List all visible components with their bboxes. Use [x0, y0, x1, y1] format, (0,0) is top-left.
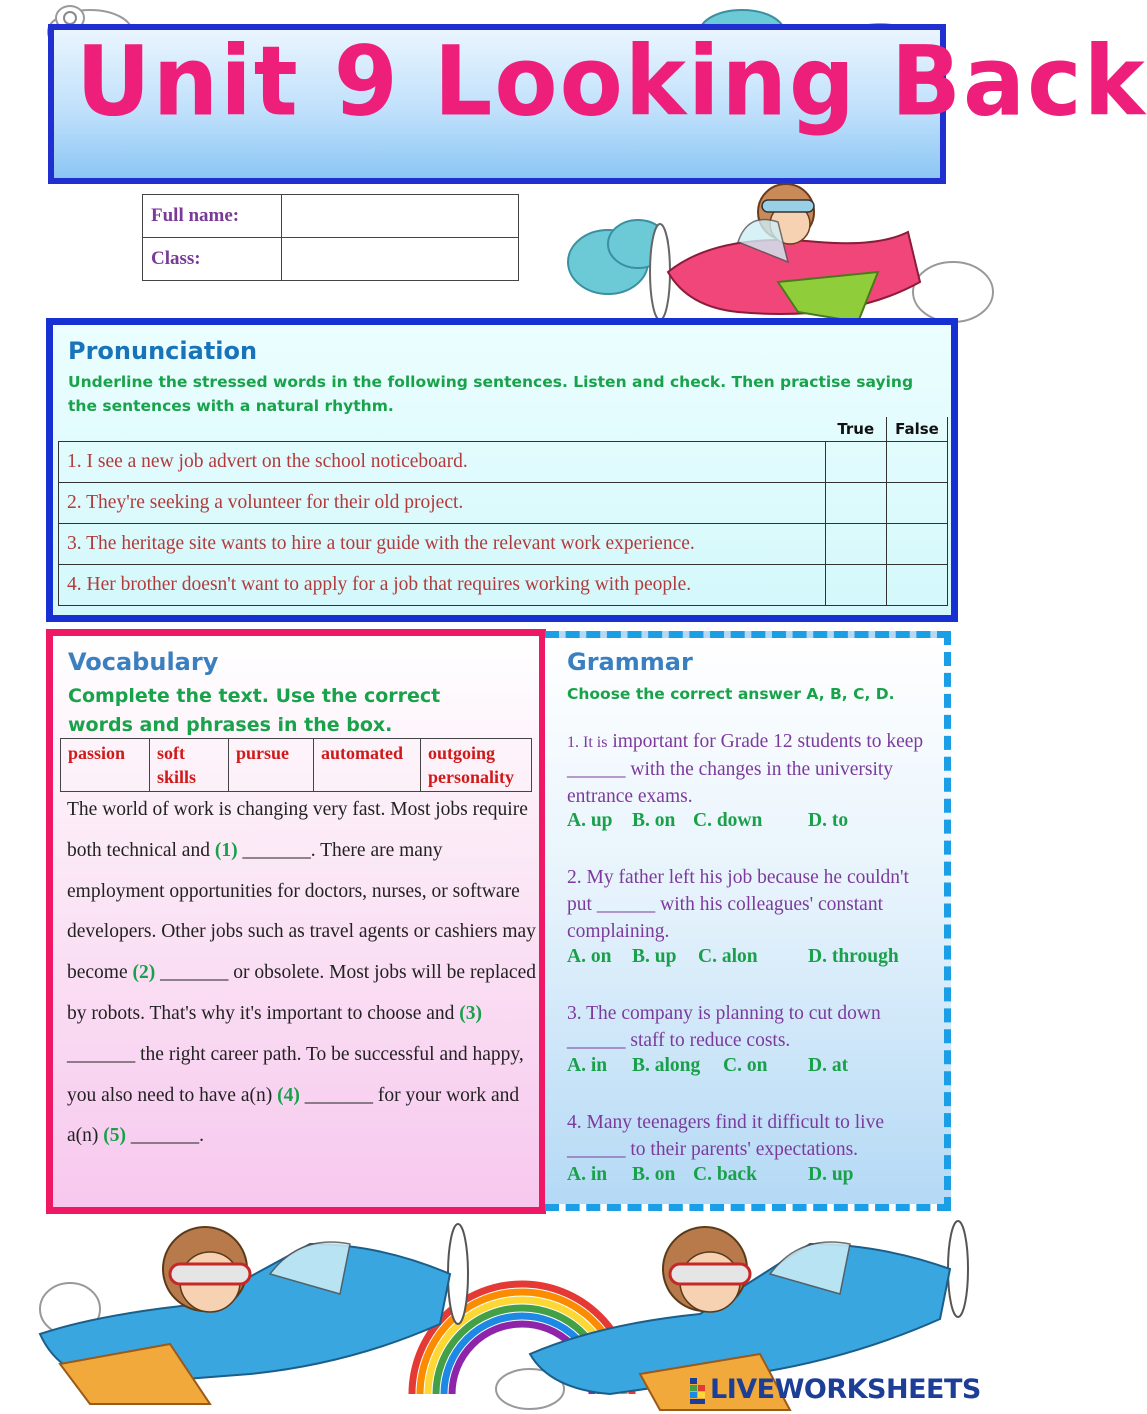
- word-box-row: [61, 739, 532, 792]
- passage-text: _______. There are many employment opportunities for doctors, nurses, or software developers. Other jobs such as travel agents or cashiers may become: [67, 839, 536, 984]
- blank-2-number: (2): [132, 962, 156, 984]
- col-true-header: True: [826, 417, 887, 442]
- false-cell-2[interactable]: [887, 483, 948, 524]
- word-item: passion: [61, 739, 150, 792]
- pronunciation-table: [58, 417, 948, 606]
- word-item: pursue: [229, 739, 314, 792]
- option-b[interactable]: B. up: [632, 946, 677, 967]
- vocabulary-instruction: Complete the text. Use the correct words and phrases in the box.: [68, 685, 441, 736]
- passage-text: The world of work is changing very fast. Most jobs require both technical and: [67, 799, 528, 861]
- sentence-2: 2. They're seeking a volunteer for their old project.: [59, 483, 826, 524]
- grammar-question-3: 3. The company is planning to cut down ______ staff to reduce costs.: [567, 1003, 881, 1051]
- false-cell-3[interactable]: [887, 524, 948, 565]
- word-item: outgoing personality: [421, 739, 532, 792]
- pronunciation-row: [59, 442, 948, 483]
- false-cell-4[interactable]: [887, 565, 948, 606]
- true-cell-1[interactable]: [826, 442, 887, 483]
- pronunciation-table-header: [59, 417, 948, 442]
- liveworksheets-logo: [690, 1374, 981, 1405]
- option-a[interactable]: A. in: [567, 1164, 608, 1185]
- full-name-field[interactable]: [282, 195, 519, 238]
- class-label: Class:: [143, 238, 282, 281]
- option-c[interactable]: C. back: [693, 1164, 757, 1185]
- option-d[interactable]: D. through: [808, 946, 899, 967]
- option-b[interactable]: B. on: [632, 810, 676, 831]
- title-banner: [48, 24, 1147, 184]
- grammar-question-2: 2. My father left his job because he couldn't put ______ with his colleagues' constant complaining.: [567, 867, 909, 942]
- true-cell-2[interactable]: [826, 483, 887, 524]
- liveworksheets-logo-icon: [690, 1378, 706, 1404]
- option-c[interactable]: C. on: [723, 1055, 768, 1076]
- grammar-instruction: Choose the correct answer A, B, C, D.: [567, 685, 895, 703]
- col-false-header: False: [887, 417, 948, 442]
- option-d[interactable]: D. to: [808, 810, 849, 831]
- pronunciation-row: [59, 524, 948, 565]
- grammar-question-1: [567, 728, 937, 810]
- option-d[interactable]: D. up: [808, 1164, 854, 1185]
- pronunciation-row: [59, 565, 948, 606]
- liveworksheets-logo-text: LIVEWORKSHEETS: [710, 1374, 981, 1405]
- vocabulary-heading: Vocabulary: [68, 648, 219, 676]
- passage-text: _______.: [126, 1125, 205, 1147]
- passage-text: _______ the right career path. To be successful and happy, you also need to have a(n): [67, 1043, 524, 1106]
- pronunciation-instruction: Underline the stressed words in the following sentences. Listen and check. Then practise saying the sentences with a natural rhythm.: [68, 373, 914, 415]
- false-cell-1[interactable]: [887, 442, 948, 483]
- true-cell-3[interactable]: [826, 524, 887, 565]
- option-a[interactable]: A. up: [567, 810, 613, 831]
- blank-5-number: (5): [103, 1125, 127, 1147]
- page-title: Unit 9 Looking Back: [76, 25, 1147, 138]
- vocabulary-passage: [67, 790, 537, 1157]
- class-row: [143, 238, 519, 281]
- option-c[interactable]: C. down: [693, 810, 763, 831]
- blank-1-number: (1): [214, 839, 238, 861]
- blank-4-number: (4): [277, 1084, 300, 1106]
- student-info-table: [142, 194, 519, 281]
- word-box: [60, 738, 532, 792]
- full-name-label: Full name:: [143, 195, 282, 238]
- word-item: soft skills: [150, 739, 229, 792]
- sentence-4: 4. Her brother doesn't want to apply for a job that requires working with people.: [59, 565, 826, 606]
- airplane-illustration-top: [548, 172, 998, 337]
- option-b[interactable]: B. on: [632, 1164, 676, 1185]
- grammar-heading: Grammar: [567, 648, 693, 676]
- option-a[interactable]: A. in: [567, 1055, 608, 1076]
- question-1-text: important for Grade 12 students to keep ______ with the changes in the university entrance exams.: [567, 731, 924, 807]
- passage-text: _______ for your work and a(n): [67, 1084, 520, 1147]
- pronunciation-row: [59, 483, 948, 524]
- option-d[interactable]: D. at: [808, 1055, 849, 1076]
- true-cell-4[interactable]: [826, 565, 887, 606]
- question-1-prefix: 1. It is: [567, 734, 608, 751]
- class-field[interactable]: [282, 238, 519, 281]
- passage-text: _______ or obsolete. Most jobs will be replaced by robots. That's why it's important to choose and: [67, 962, 536, 1024]
- option-b[interactable]: B. along: [632, 1055, 701, 1076]
- header-spacer: [59, 417, 826, 442]
- option-a[interactable]: A. on: [567, 946, 612, 967]
- sentence-3: 3. The heritage site wants to hire a tour guide with the relevant work experience.: [59, 524, 826, 565]
- word-item: automated: [314, 739, 421, 792]
- blank-3-number: (3): [459, 1002, 483, 1024]
- grammar-question-4: 4. Many teenagers find it difficult to live ______ to their parents' expectations.: [567, 1112, 884, 1160]
- sentence-1: 1. I see a new job advert on the school noticeboard.: [59, 442, 826, 483]
- option-c[interactable]: C. alon: [698, 946, 758, 967]
- name-row: [143, 195, 519, 238]
- pronunciation-heading: Pronunciation: [68, 337, 258, 365]
